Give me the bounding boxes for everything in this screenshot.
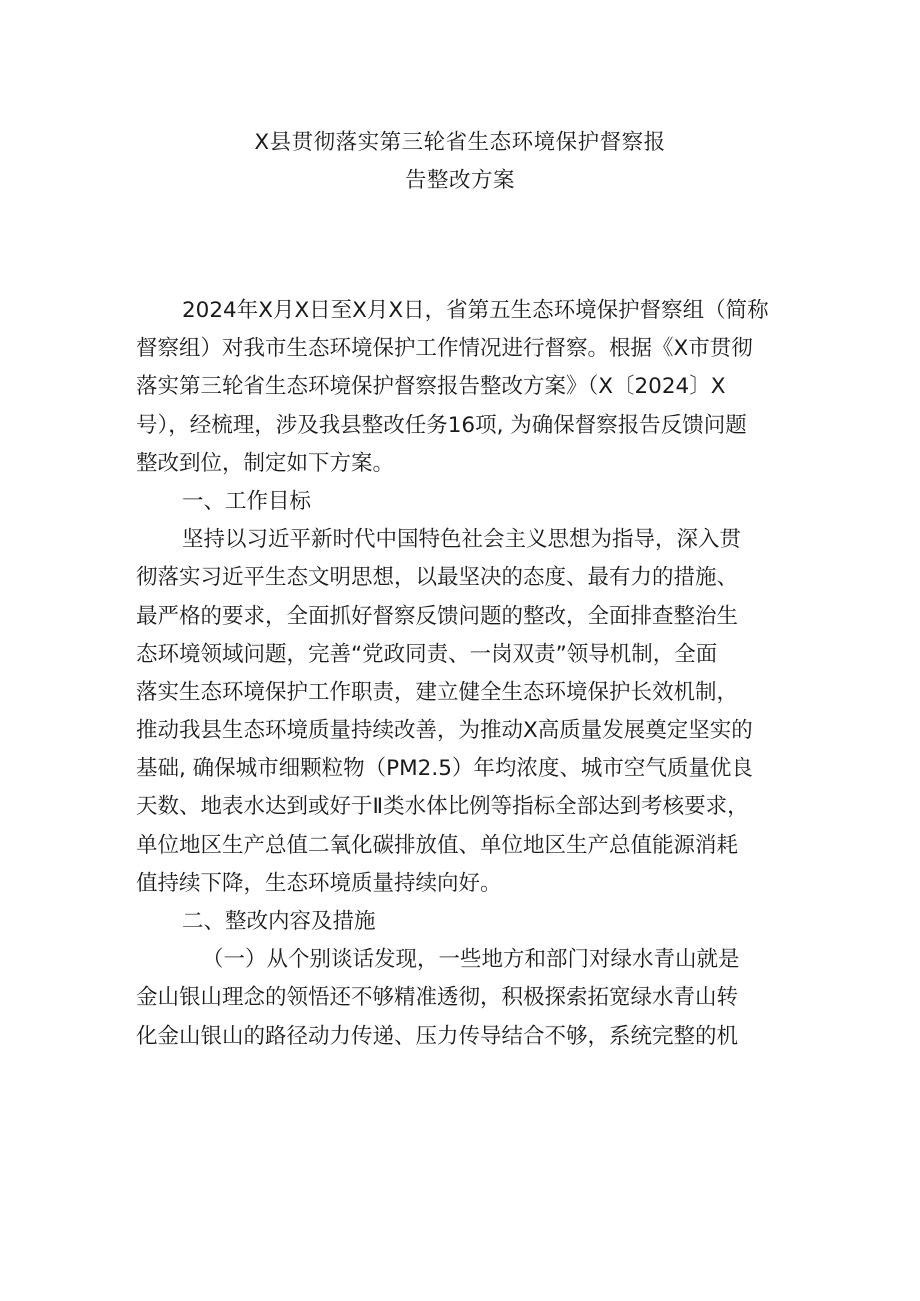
paragraph-line: 推动我县生态环境质量持续改善，为推动X高质量发展奠定坚实的 — [136, 718, 753, 744]
title-line: 告整改方案 — [404, 168, 515, 194]
paragraph-line: 态环境领域问题，完善“党政同责、一岗双责”领导机制，全面 — [136, 641, 718, 667]
document-body — [136, 292, 796, 1056]
document-title — [120, 124, 800, 200]
paragraph-line: 督察组）对我市生态环境保护工作情况进行督察。根据《X市贯彻 — [136, 336, 753, 362]
paragraph-line: 号），经梳理，涉及我县整改任务16项, 为确保督察报告反馈问题 — [136, 412, 747, 438]
section-heading: 一、工作目标 — [182, 488, 312, 514]
paragraph-line: 基础, 确保城市细颗粒物（PM2.5）年均浓度、城市空气质量优良 — [136, 756, 753, 782]
paragraph-line: 落实生态环境保护工作职责，建立健全生态环境保护长效机制， — [136, 679, 739, 705]
paragraph-line: （一）从个别谈话发现，一些地方和部门对绿水青山就是 — [202, 947, 740, 973]
paragraph-line: 2024年X月X日至X月X日，省第五生态环境保护督察组（简称 — [182, 298, 769, 323]
paragraph-line: 化金山银山的路径动力传递、压力传导结合不够，系统完整的机 — [136, 1023, 739, 1049]
title-line: X县贯彻落实第三轮省生态环境保护督察报 — [254, 130, 666, 155]
section-heading: 二、整改内容及措施 — [182, 909, 376, 934]
paragraph-line: 值持续下降，生态环境质量持续向好。 — [136, 870, 502, 896]
paragraph-line: 落实第三轮省生态环境保护督察报告整改方案》（X〔2024〕X — [136, 374, 726, 400]
paragraph-line: 彻落实习近平生态文明思想，以最坚决的态度、最有力的措施、 — [136, 565, 739, 591]
paragraph-line: 天数、地表水达到或好于Ⅱ类水体比例等指标全部达到考核要求， — [136, 794, 749, 820]
paragraph-line: 坚持以习近平新时代中国特色社会主义思想为指导，深入贯 — [182, 527, 742, 553]
paragraph-line: 整改到位，制定如下方案。 — [136, 450, 395, 476]
paragraph-line: 最严格的要求，全面抓好督察反馈问题的整改，全面排查整治生 — [136, 603, 739, 629]
paragraph-line: 单位地区生产总值二氧化碳排放值、单位地区生产总值能源消耗 — [136, 832, 739, 858]
paragraph-line: 金山银山理念的领悟还不够精准透彻，积极探索拓宽绿水青山转 — [136, 985, 739, 1011]
